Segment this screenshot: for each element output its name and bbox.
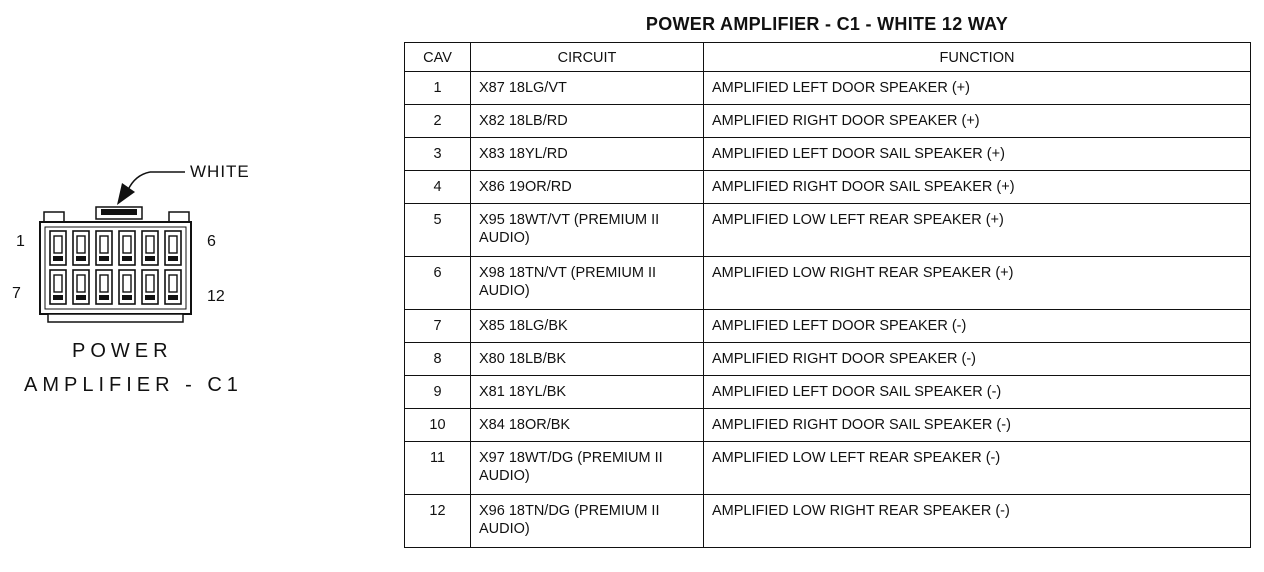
header-circuit: CIRCUIT <box>471 43 704 72</box>
cell-circuit: X98 18TN/VT (PREMIUM II AUDIO) <box>471 257 704 310</box>
connector-latch <box>96 207 142 219</box>
connector-diagram <box>0 0 400 572</box>
cell-circuit: X96 18TN/DG (PREMIUM II AUDIO) <box>471 495 704 548</box>
cell-circuit: X82 18LB/RD <box>471 105 704 138</box>
header-cav: CAV <box>405 43 471 72</box>
pin-number-12: 12 <box>207 288 225 305</box>
cell-circuit: X85 18LG/BK <box>471 310 704 343</box>
cell-function: AMPLIFIED RIGHT DOOR SAIL SPEAKER (+) <box>704 171 1251 204</box>
cell-function: AMPLIFIED RIGHT DOOR SAIL SPEAKER (-) <box>704 409 1251 442</box>
cell-cav: 3 <box>405 138 471 171</box>
cell-function: AMPLIFIED LEFT DOOR SPEAKER (+) <box>704 72 1251 105</box>
cell-function: AMPLIFIED LEFT DOOR SAIL SPEAKER (+) <box>704 138 1251 171</box>
cavity-bottom-3 <box>96 270 112 304</box>
table-row <box>405 442 1251 495</box>
table-row <box>405 343 1251 376</box>
cell-circuit: X97 18WT/DG (PREMIUM II AUDIO) <box>471 442 704 495</box>
table-row <box>405 310 1251 343</box>
table-row <box>405 204 1251 257</box>
cell-function: AMPLIFIED LOW RIGHT REAR SPEAKER (-) <box>704 495 1251 548</box>
cavity-bottom-1 <box>50 270 66 304</box>
cell-function: AMPLIFIED LOW LEFT REAR SPEAKER (-) <box>704 442 1251 495</box>
cell-cav: 11 <box>405 442 471 495</box>
table-row <box>405 495 1251 548</box>
table-row <box>405 105 1251 138</box>
cavity-top-2 <box>73 231 89 265</box>
cell-cav: 12 <box>405 495 471 548</box>
cavity-bottom-5 <box>142 270 158 304</box>
cell-function: AMPLIFIED LEFT DOOR SAIL SPEAKER (-) <box>704 376 1251 409</box>
cell-circuit: X87 18LG/VT <box>471 72 704 105</box>
cell-circuit: X95 18WT/VT (PREMIUM II AUDIO) <box>471 204 704 257</box>
callout-arrow-head <box>117 183 135 205</box>
cell-cav: 1 <box>405 72 471 105</box>
cavity-top-1 <box>50 231 66 265</box>
header-function: FUNCTION <box>704 43 1251 72</box>
cell-function: AMPLIFIED RIGHT DOOR SPEAKER (+) <box>704 105 1251 138</box>
callout-white-label: WHITE <box>190 162 250 181</box>
callout-leader-curve <box>128 172 150 190</box>
cell-cav: 8 <box>405 343 471 376</box>
cavity-top-6 <box>165 231 181 265</box>
cell-cav: 5 <box>405 204 471 257</box>
cell-circuit: X80 18LB/BK <box>471 343 704 376</box>
cell-circuit: X81 18YL/BK <box>471 376 704 409</box>
connector-label-line1: POWER <box>72 340 173 362</box>
cavity-top-4 <box>119 231 135 265</box>
cell-circuit: X84 18OR/BK <box>471 409 704 442</box>
cell-cav: 7 <box>405 310 471 343</box>
cell-cav: 4 <box>405 171 471 204</box>
table-row <box>405 138 1251 171</box>
pin-number-7: 7 <box>12 285 21 302</box>
cavity-top-3 <box>96 231 112 265</box>
cell-circuit: X86 19OR/RD <box>471 171 704 204</box>
cavity-top-5 <box>142 231 158 265</box>
table-title: POWER AMPLIFIER - C1 - WHITE 12 WAY <box>645 14 1009 34</box>
cell-function: AMPLIFIED LOW RIGHT REAR SPEAKER (+) <box>704 257 1251 310</box>
cavity-bottom-2 <box>73 270 89 304</box>
table-row <box>405 376 1251 409</box>
cell-cav: 10 <box>405 409 471 442</box>
cell-function: AMPLIFIED LOW LEFT REAR SPEAKER (+) <box>704 204 1251 257</box>
pin-number-1: 1 <box>16 233 25 250</box>
table-row <box>405 257 1251 310</box>
cell-cav: 2 <box>405 105 471 138</box>
pinout-table <box>404 42 1251 548</box>
table-row <box>405 171 1251 204</box>
cell-function: AMPLIFIED RIGHT DOOR SPEAKER (-) <box>704 343 1251 376</box>
table-row <box>405 72 1251 105</box>
connector-bottom-lip <box>48 314 183 322</box>
cell-cav: 9 <box>405 376 471 409</box>
table-header-row <box>405 43 1251 72</box>
connector-label-line2: AMPLIFIER - C1 <box>24 374 243 396</box>
pin-number-6: 6 <box>207 233 216 250</box>
cell-circuit: X83 18YL/RD <box>471 138 704 171</box>
cavity-bottom-6 <box>165 270 181 304</box>
cell-cav: 6 <box>405 257 471 310</box>
table-row <box>405 409 1251 442</box>
cavity-bottom-4 <box>119 270 135 304</box>
cell-function: AMPLIFIED LEFT DOOR SPEAKER (-) <box>704 310 1251 343</box>
